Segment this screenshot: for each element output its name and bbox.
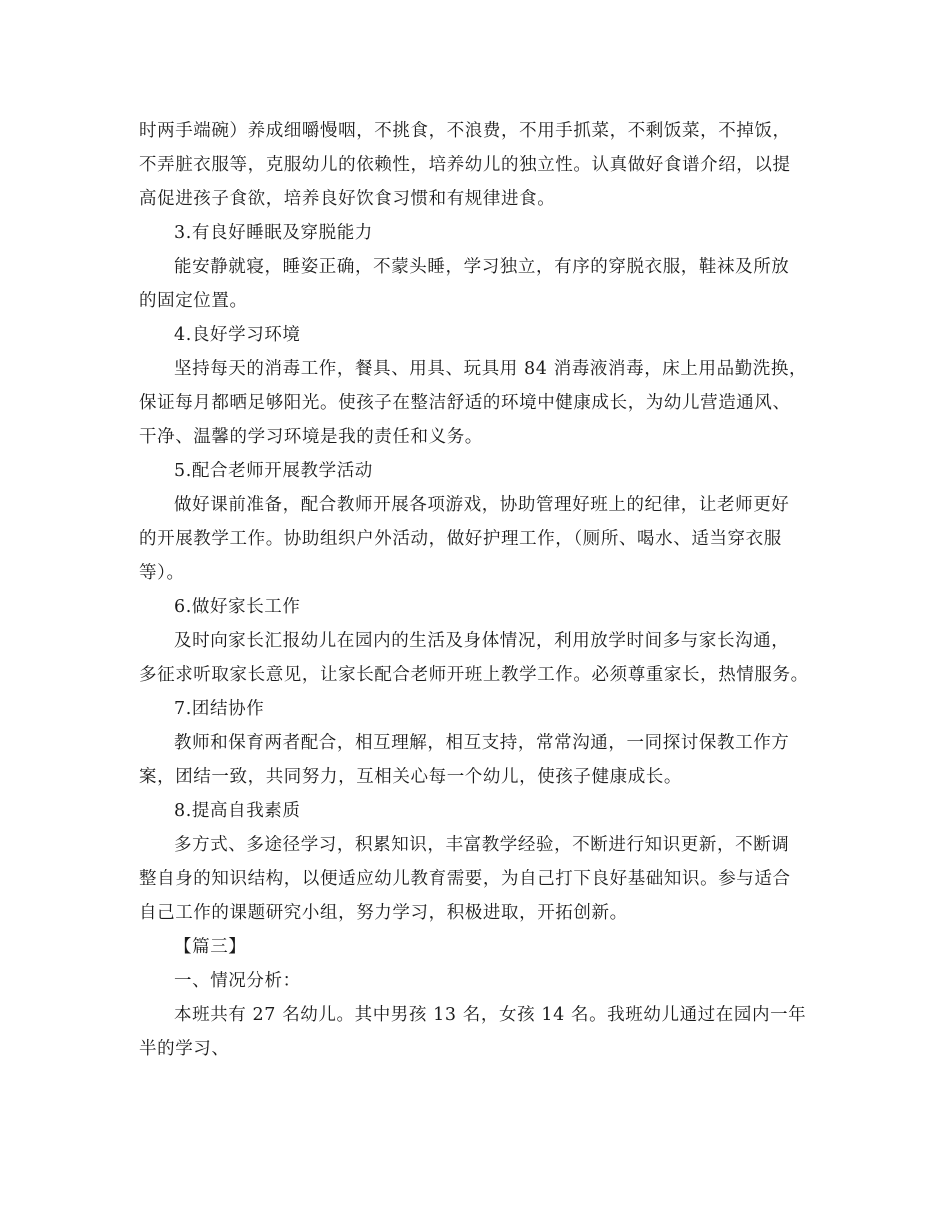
- text-line: 做好课前准备，配合教师开展各项游戏，协助管理好班上的纪律，让老师更好: [174, 495, 790, 515]
- text-line: 整自身的知识结构，以便适应幼儿教育需要，为自己打下良好基础知识。参与适合: [139, 869, 791, 889]
- text-line: 自己工作的课题研究小组，努力学习，积极进取，开拓创新。: [139, 903, 628, 923]
- text-line: 4.良好学习环境: [174, 325, 301, 345]
- text-line: 6.做好家长工作: [174, 597, 301, 617]
- document-body: [139, 114, 819, 1066]
- text-line: 保证每月都晒足够阳光。使孩子在整洁舒适的环境中健康成长，为幼儿营造通风、: [139, 393, 791, 413]
- text-line: 干净、温馨的学习环境是我的责任和义务。: [139, 427, 483, 447]
- text-line: 高促进孩子食欲，培养良好饮食习惯和有规律进食。: [139, 189, 556, 209]
- text-line: 案，团结一致，共同努力，互相关心每一个幼儿，使孩子健康成长。: [139, 767, 682, 787]
- text-line: 多征求听取家长意见，让家长配合老师开班上教学工作。必须尊重家长，热情服务。: [139, 665, 809, 685]
- text-line: 半的学习、: [139, 1039, 230, 1059]
- text-line: 8.提高自我素质: [174, 801, 301, 821]
- text-line: 3.有良好睡眠及穿脱能力: [174, 223, 373, 243]
- text-line: 坚持每天的消毒工作，餐具、用具、玩具用 84 消毒液消毒，床上用品勤洗换，: [174, 359, 808, 379]
- text-line: 等）。: [139, 563, 185, 583]
- text-line: 能安静就寝，睡姿正确，不蒙头睡，学习独立，有序的穿脱衣服，鞋袜及所放: [174, 257, 790, 277]
- text-line: 一、情况分析：: [174, 971, 301, 991]
- text-line: 不弄脏衣服等，克服幼儿的依赖性，培养幼儿的独立性。认真做好食谱介绍，以提: [139, 155, 791, 175]
- text-line: 7.团结协作: [174, 699, 265, 719]
- text-line: 时两手端碗）养成细嚼慢咽，不挑食，不浪费，不用手抓菜，不剩饭菜，不掉饭，: [139, 121, 791, 141]
- text-line: 多方式、多途径学习，积累知识，丰富教学经验，不断进行知识更新，不断调: [174, 835, 790, 855]
- text-line: 教师和保育两者配合，相互理解，相互支持，常常沟通，一同探讨保教工作方: [174, 733, 790, 753]
- text-line: 的固定位置。: [139, 291, 248, 311]
- text-line: 5.配合老师开展教学活动: [174, 461, 373, 481]
- text-line: 【篇三】: [174, 937, 247, 957]
- text-line: 及时向家长汇报幼儿在园内的生活及身体情况，利用放学时间多与家长沟通，: [174, 631, 790, 651]
- text-line: 本班共有 27 名幼儿。其中男孩 13 名，女孩 14 名。我班幼儿通过在园内一年: [174, 1005, 807, 1025]
- text-line: 的开展教学工作。协助组织户外活动，做好护理工作，（厕所、喝水、适当穿衣服: [139, 529, 782, 549]
